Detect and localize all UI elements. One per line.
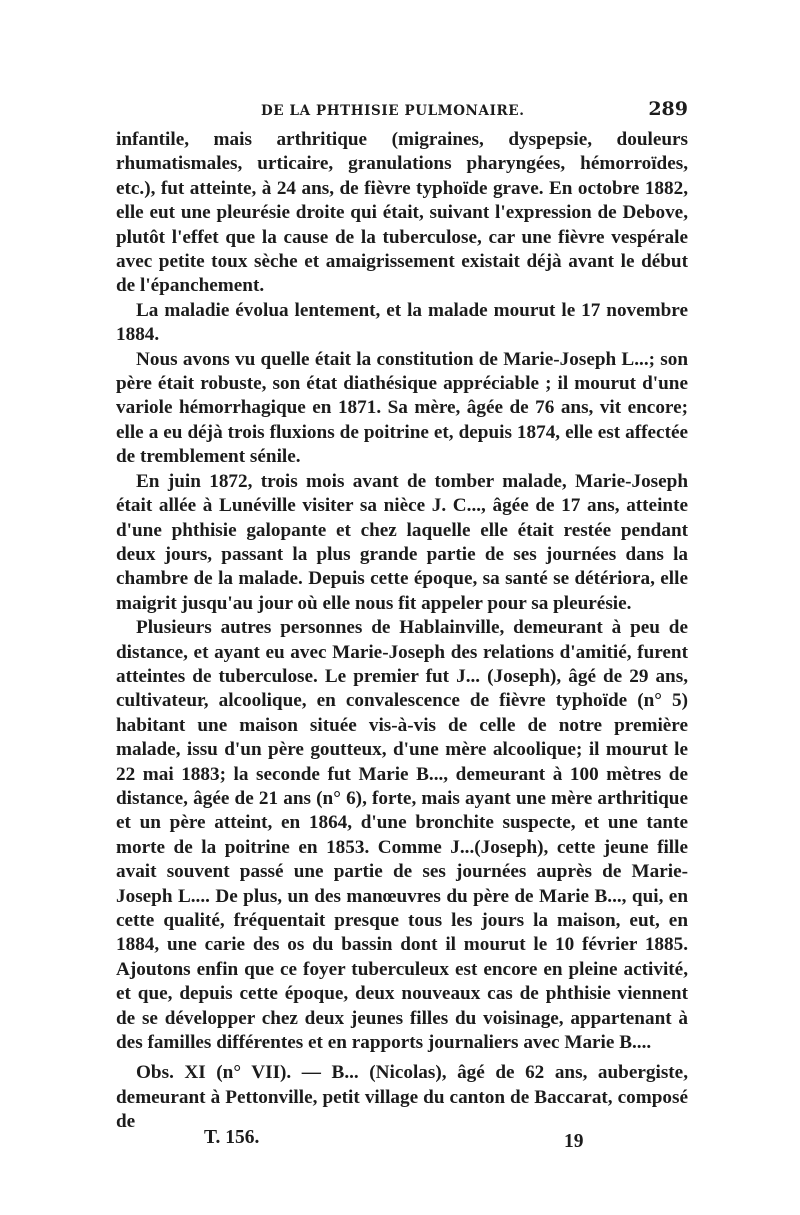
signature-mark: 19	[564, 1131, 584, 1152]
paragraph-continuation: infantile, mais arthritique (migraines, dyspepsie, douleurs rhumatismales, urticaire, granulations pharyngées, hémorroïdes, etc.), fut atteinte, à 24 ans, de fièvre typhoïde grave. En octobre 1882, elle eut une pleurésie droite qui était, suivant l'expression de Debove, plutôt l'effet que la cause de la tuberculose, car une fièvre vespérale avec petite toux sèche et amaigrissement existait déjà avant le début de l'épanchement.	[116, 129, 688, 297]
body-text	[116, 128, 688, 1135]
paragraph: La maladie évolua lentement, et la malade mourut le 17 novembre 1884.	[116, 299, 688, 346]
volume-mark: T. 156.	[204, 1127, 260, 1148]
paragraph: Nous avons vu quelle était la constitution de Marie-Joseph L...; son père était robuste, son état diathésique appréciable ; il mourut d'une variole hémorrhagique en 1871. Sa mère, âgée de 76 ans, vit encore; elle a eu déjà trois fluxions de poitrine et, depuis 1874, elle est affectée de tremblement sénile.	[116, 348, 688, 468]
page-header	[116, 98, 688, 124]
paragraph: Plusieurs autres personnes de Hablainville, demeurant à peu de distance, et ayant eu avec Marie-Joseph des relations d'amitié, furent atteintes de tuberculose. Le premier fut J... (Joseph), âgé de 29 ans, cultivateur, alcoolique, en convalescence de fièvre typhoïde (n° 5) habitant une maison située vis-à-vis de celle de notre première malade, issu d'un père goutteux, d'une mère alcoolique; il mourut le 22 mai 1883; la seconde fut Marie B..., demeurant à 100 mètres de distance, âgée de 21 ans (n° 6), forte, mais ayant une mère arthritique et un père atteint, en 1864, d'une bronchite suspecte, et une tante morte de la poitrine en 1853. Comme J...(Joseph), cette jeune fille avait souvent passé une partie de ses journées auprès de Marie-Joseph L.... De plus, un des manœuvres du père de Marie B..., qui, en cette qualité, fréquentait presque tous les jours la maison, eut, en 1884, une carie des os du bassin dont il mourut le 10 février 1885. Ajoutons enfin que ce foyer tuberculeux est encore en pleine activité, et que, depuis cette époque, deux nouveaux cas de phthisie viennent de se développer chez deux jeunes filles du voisinage, appartenant à des familles différentes et en rapports journaliers avec Marie B....	[116, 617, 688, 1054]
paragraph: En juin 1872, trois mois avant de tomber malade, Marie-Joseph était allée à Lunéville visiter sa nièce J. C..., âgée de 17 ans, atteinte d'une phthisie galopante et chez laquelle elle était restée pendant deux jours, passant la plus grande partie de ses journées dans la chambre de la malade. Depuis cette époque, sa santé se détériora, elle maigrit jusqu'au jour où elle nous fit appeler pour sa pleurésie.	[116, 470, 688, 614]
observation-paragraph: Obs. XI (n° VII). — B... (Nicolas), âgé de 62 ans, aubergiste, demeurant à Pettonville, petit village du canton de Baccarat, composé de	[116, 1062, 688, 1133]
page-footer	[116, 1127, 688, 1157]
running-title: DE LA PHTHISIE PULMONAIRE.	[261, 103, 525, 119]
page-number: 289	[648, 98, 688, 120]
